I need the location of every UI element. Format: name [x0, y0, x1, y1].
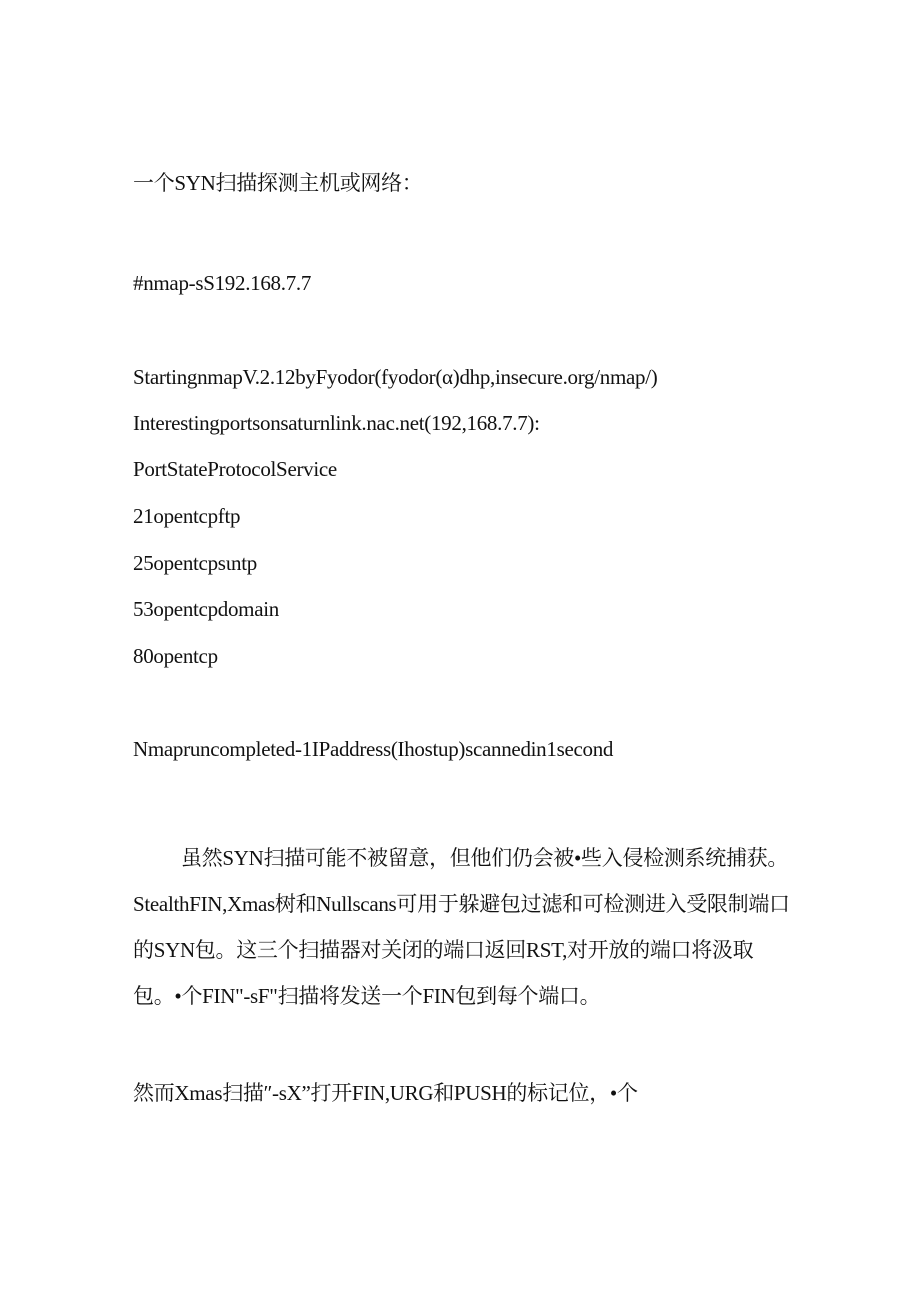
output-row: 80opentcp: [133, 644, 218, 668]
output-header-line: PortStateProtocolService: [133, 457, 337, 481]
command-line: #nmap-sS192.168.7.7: [133, 271, 312, 295]
body-paragraph: [133, 835, 793, 1019]
output-row: 53opentcpdomain: [133, 597, 279, 621]
last-line: 然而Xmas扫描″-sX”打开FIN,URG和PUSH的标记位，•个: [133, 1081, 638, 1105]
heading: 一个SYN扫描探测主机或网络：: [133, 171, 423, 195]
body-paragraph-text: 虽然SYN扫描可能不被留意，但他们仍会被•些入侵检测系统捕获。StealthFIN,Xmas树和Nullscans可用于躲避包过滤和可检测进入受限制端口的SYN包。这三个扫描器对关闭的端口返回RST,对开放的端口将汲取包。•个FIN"-sF"扫描将发送一个FIN包到每个端口。: [133, 846, 790, 1008]
output-row: 21opentcpftp: [133, 504, 241, 528]
output-starting-line: StartingnmapV.2.12byFyodor(fyodor(α)dhp,insecure.org/nmap/): [133, 365, 658, 389]
output-row: 25opentcpsιntp: [133, 551, 257, 575]
output-completed-line: Nmapruncompleted-1IPaddress(Ihostup)scannedin1second: [133, 737, 614, 761]
output-interesting-line: Interestingportsonsaturnlink.nac.net(192,168.7.7):: [133, 411, 540, 435]
